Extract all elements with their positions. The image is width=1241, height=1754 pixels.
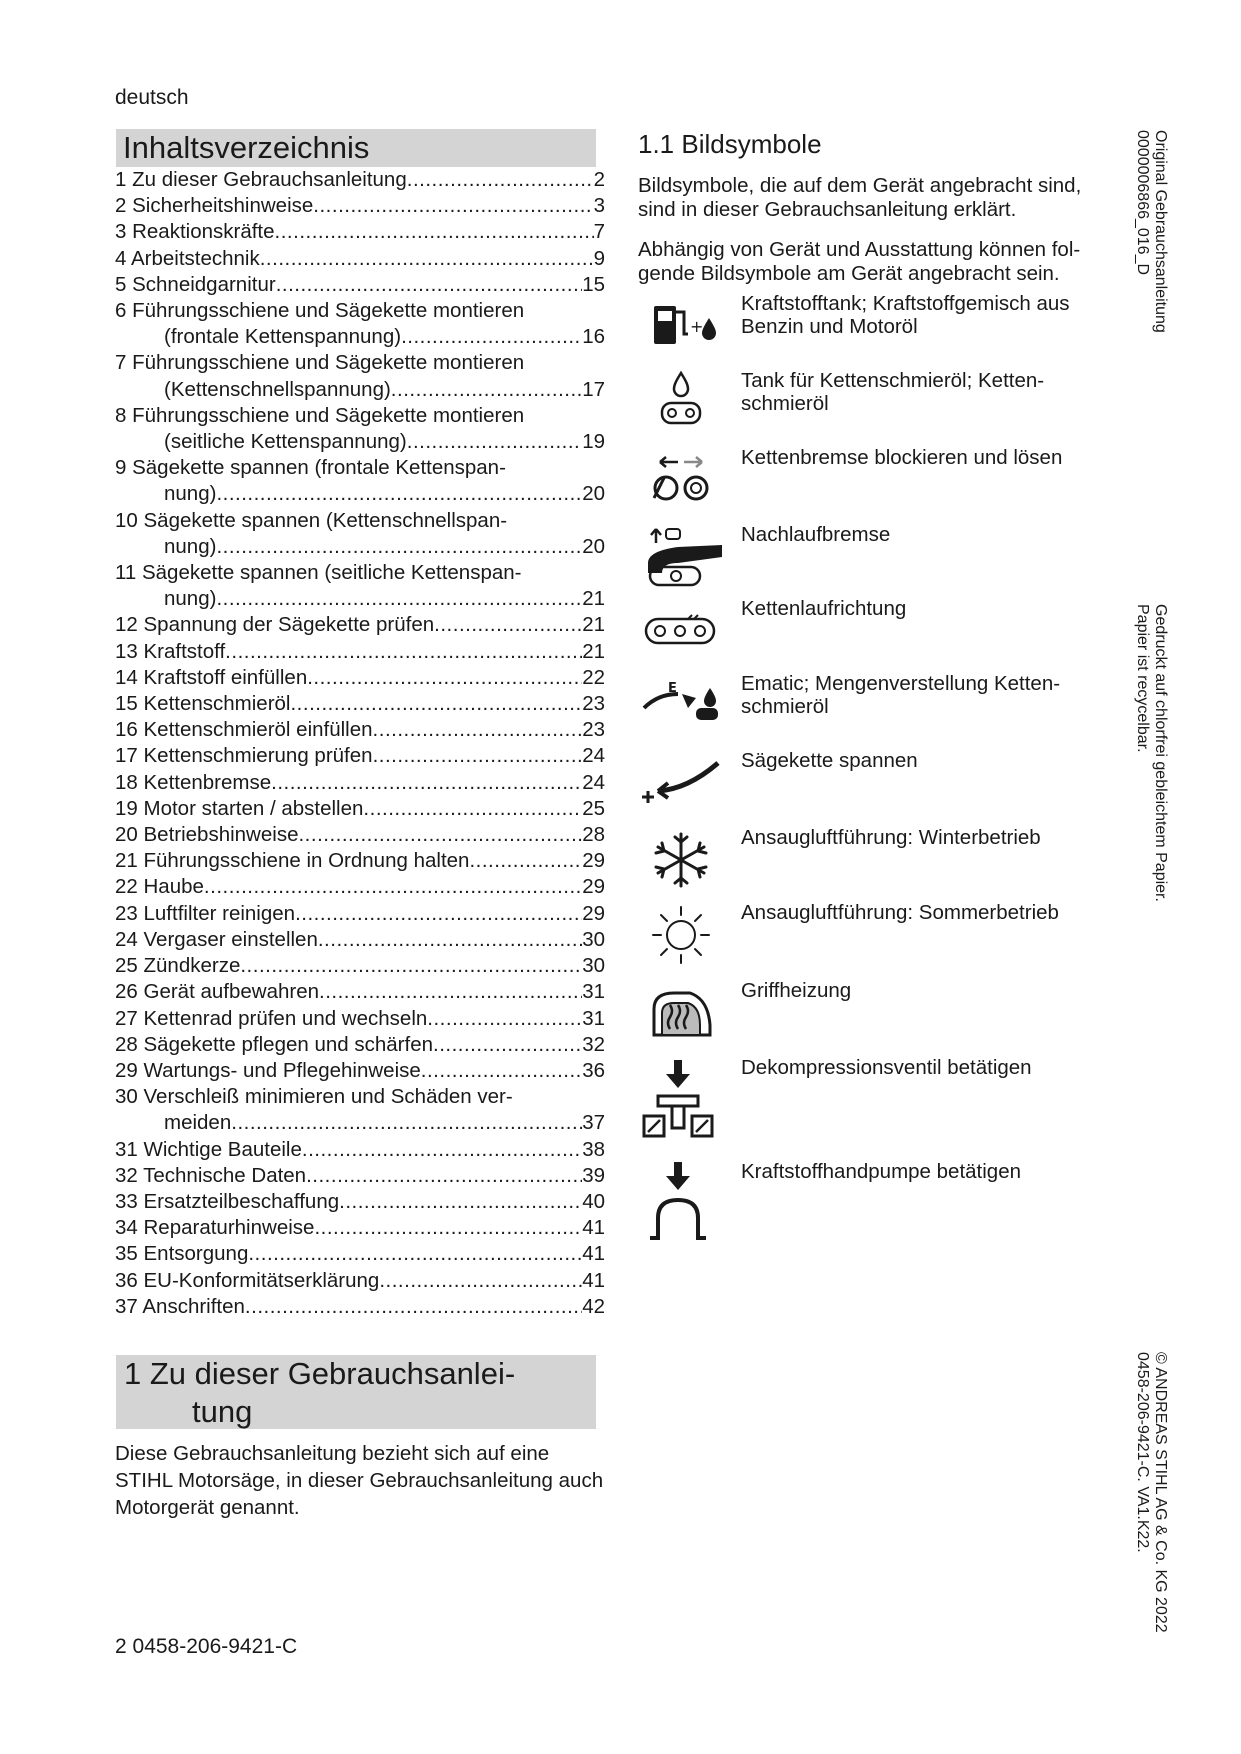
toc-entry[interactable] [115, 665, 605, 691]
section-1-title [116, 1355, 596, 1429]
toc-leader [401, 324, 582, 350]
toc-leader [339, 1189, 582, 1215]
ematic-icon [638, 672, 724, 742]
toc-leader [290, 691, 582, 717]
toc-entry-title: 6 Führungsschiene und Sägekette montieren [115, 299, 525, 323]
symbol-text: Dekompressionsventil betätigen [741, 1056, 1032, 1079]
toc-entry-page: 17 [582, 377, 605, 401]
toc-entry-page: 41 [582, 1242, 605, 1266]
toc-entry[interactable] [115, 1189, 605, 1215]
toc-title: Inhaltsverzeichnis [116, 129, 596, 167]
symbol-text: Griffheizung [741, 979, 852, 1002]
toc-entry-page: 20 [582, 482, 605, 506]
toc-entry[interactable] [115, 1215, 605, 1241]
toc-entry-title: 19 Motor starten / abstellen [115, 796, 364, 820]
toc-entry-page: 21 [582, 613, 605, 637]
toc-entry[interactable] [115, 612, 605, 638]
toc-entry-page: 16 [582, 325, 605, 349]
toc-leader [216, 534, 582, 560]
toc-entry-page: 37 [582, 1111, 605, 1135]
toc-entry-page: 32 [582, 1032, 605, 1056]
toc-entry[interactable] [115, 1268, 605, 1294]
toc-entry-title: 14 Kraftstoff einfüllen [115, 665, 308, 689]
toc-entry[interactable] [115, 455, 605, 507]
toc-entry[interactable] [115, 1137, 605, 1163]
toc-entry-title-cont: nung) [164, 534, 217, 558]
run-down-brake-icon [638, 523, 724, 593]
toc-entry-page: 38 [582, 1137, 605, 1161]
toc-entry-page: 21 [582, 587, 605, 611]
handle-heating-icon [638, 979, 724, 1049]
toc-entry-title: 5 Schneidgarnitur [115, 272, 276, 296]
snowflake-icon [638, 826, 724, 896]
toc-leader [427, 1006, 582, 1032]
toc-entry-page: 24 [582, 744, 605, 768]
section-1-1-note: Abhängig von Gerät und Ausstattung können fol-gende Bildsymbole am Gerät angebracht sein. [638, 238, 1081, 285]
toc-leader [231, 1110, 582, 1136]
toc-entry-title: 2 Sicherheitshinweise [115, 194, 314, 218]
toc-entry[interactable] [115, 953, 605, 979]
toc-entry-page: 29 [582, 849, 605, 873]
section-1-title-line1: 1 Zu dieser Gebrauchsanlei- [124, 1356, 516, 1391]
toc-entry-title: 22 Haube [115, 875, 204, 899]
toc-leader [313, 193, 593, 219]
margin-paper-line2: Papier ist recycelbar. [1134, 604, 1151, 753]
toc-leader [240, 953, 582, 979]
toc-entry-title-cont: (seitliche Kettenspannung) [164, 430, 407, 454]
toc-leader [216, 586, 582, 612]
toc-entry[interactable] [115, 901, 605, 927]
toc-entry-title: 24 Vergaser einstellen [115, 927, 318, 951]
toc-entry[interactable] [115, 1241, 605, 1267]
margin-copy-line1: © ANDREAS STIHL AG & Co. KG 2022 [1152, 1352, 1169, 1633]
toc-entry[interactable] [115, 874, 605, 900]
margin-doc-line1: Original Gebrauchsanleitung [1152, 130, 1169, 333]
symbol-text: Kraftstofftank; Kraftstoffgemisch aus Benzin und Motoröl [741, 292, 1070, 338]
toc-entry-page: 42 [582, 1294, 605, 1318]
toc-entry-title-cont: nung) [164, 587, 217, 611]
fuel-tank-icon [638, 292, 724, 362]
toc-entry[interactable] [115, 193, 605, 219]
toc-entry-title-cont: (frontale Kettenspannung) [164, 325, 402, 349]
toc-entry-page: 19 [582, 430, 605, 454]
toc-entry-title: 29 Wartungs- und Pflegehinweise [115, 1058, 421, 1082]
toc-entry-page: 39 [582, 1163, 605, 1187]
toc-entry-title: 30 Verschleiß minimieren und Schäden ver- [115, 1085, 513, 1109]
symbol-text: Nachlaufbremse [741, 523, 891, 546]
toc-leader [248, 1241, 582, 1267]
toc-entry-title: 1 Zu dieser Gebrauchsanleitung [115, 168, 407, 191]
toc-leader [434, 612, 582, 638]
symbol-text: Kettenlaufrichtung [741, 597, 907, 620]
toc-entry-title: 13 Kraftstoff [115, 639, 226, 663]
toc-entry-page: 25 [582, 796, 605, 820]
toc-entry-page: 30 [582, 954, 605, 978]
toc-entry-title: 34 Reparaturhinweise [115, 1216, 315, 1240]
symbol-text: Kraftstoffhandpumpe betätigen [741, 1160, 1021, 1183]
page-footer: 2 0458-206-9421-C [115, 1635, 298, 1658]
toc-entry-title: 25 Zündkerze [115, 954, 241, 978]
toc-leader [260, 246, 594, 272]
section-1-1-intro: Bildsymbole, die auf dem Gerät angebracht sind, sind in dieser Gebrauchsanleitung erklärt. [638, 174, 1082, 221]
sun-icon [638, 901, 724, 971]
margin-doc-line2: 0000006866_016_D [1134, 130, 1151, 276]
svg-text:E: E [668, 681, 677, 696]
toc-entry-title: 20 Betriebshinweise [115, 823, 299, 847]
toc-entry-title: 28 Sägekette pflegen und schärfen [115, 1032, 433, 1056]
toc-leader [216, 481, 582, 507]
section-1-body: Diese Gebrauchsanleitung bezieht sich auf eine STIHL Motorsäge, in dieser Gebrauchsanleitung auch Motorgerät genannt. [115, 1442, 604, 1519]
symbol-text: Ansaugluftführung: Sommerbetrieb [741, 901, 1059, 924]
toc-entry[interactable] [115, 508, 605, 560]
toc-entry-title: 15 Kettenschmieröl [115, 692, 291, 716]
toc-entry-title: 8 Führungsschiene und Sägekette montieren [115, 403, 525, 427]
toc-entry-title: 11 Sägekette spannen (seitliche Kettenspan- [115, 561, 522, 585]
table-of-contents [115, 167, 605, 1320]
toc-leader [318, 927, 582, 953]
toc-leader [379, 1268, 582, 1294]
chain-direction-icon [638, 597, 724, 667]
toc-entry-page: 24 [582, 770, 605, 794]
language-label: deutsch [115, 86, 189, 109]
toc-leader [302, 1137, 582, 1163]
toc-entry-page: 23 [582, 692, 605, 716]
toc-entry[interactable] [115, 927, 605, 953]
margin-copyright [1133, 1352, 1169, 1633]
toc-entry[interactable] [115, 822, 605, 848]
toc-leader [363, 796, 582, 822]
toc-entry-title: 26 Gerät aufbewahren [115, 980, 319, 1004]
toc-entry[interactable] [115, 1163, 605, 1189]
toc-leader [295, 901, 582, 927]
toc-entry-page: 23 [582, 718, 605, 742]
toc-entry-page: 3 [593, 194, 605, 218]
toc-entry[interactable] [115, 1006, 605, 1032]
toc-entry[interactable] [115, 272, 605, 298]
toc-entry[interactable] [115, 848, 605, 874]
symbol-text: Sägekette spannen [741, 749, 918, 772]
toc-entry-page: 9 [593, 246, 605, 270]
toc-entry-page: 29 [582, 901, 605, 925]
toc-entry[interactable] [115, 1084, 605, 1136]
toc-leader [245, 1294, 582, 1320]
toc-entry-title: 27 Kettenrad prüfen und wechseln [115, 1006, 428, 1030]
section-1-1-title: 1.1 Bildsymbole [638, 129, 822, 159]
toc-leader [373, 717, 583, 743]
toc-entry[interactable] [115, 167, 605, 193]
toc-entry[interactable] [115, 403, 605, 455]
toc-leader [275, 219, 594, 245]
toc-leader [298, 822, 582, 848]
toc-leader [276, 272, 583, 298]
fuel-pump-icon [638, 1160, 724, 1260]
toc-entry-title: 3 Reaktionskräfte [115, 220, 275, 244]
toc-entry-page: 20 [582, 534, 605, 558]
toc-entry[interactable] [115, 1032, 605, 1058]
toc-leader [391, 377, 582, 403]
toc-entry[interactable] [115, 691, 605, 717]
toc-entry-title: 16 Kettenschmieröl einfüllen [115, 718, 373, 742]
toc-entry[interactable] [115, 219, 605, 245]
symbol-text: Kettenbremse blockieren und lösen [741, 446, 1063, 469]
toc-entry-title: 17 Kettenschmierung prüfen [115, 744, 373, 768]
toc-entry-title: 7 Führungsschiene und Sägekette montieren [115, 351, 525, 375]
decompression-valve-icon [638, 1056, 724, 1156]
toc-entry-title: 35 Entsorgung [115, 1242, 249, 1266]
toc-entry-title: 33 Ersatzteilbeschaffung [115, 1189, 340, 1213]
toc-entry-page: 21 [582, 639, 605, 663]
toc-leader [421, 1058, 582, 1084]
margin-doc-info [1133, 130, 1169, 333]
toc-entry-title: 12 Spannung der Sägekette prüfen [115, 613, 435, 637]
toc-entry[interactable] [115, 770, 605, 796]
toc-entry[interactable] [115, 717, 605, 743]
toc-entry[interactable] [115, 979, 605, 1005]
toc-leader [306, 1163, 582, 1189]
toc-entry-title: 4 Arbeitstechnik [115, 246, 260, 270]
chain-tension-icon [638, 749, 724, 819]
toc-leader [407, 429, 582, 455]
toc-entry[interactable] [115, 1294, 605, 1320]
toc-leader [373, 743, 583, 769]
toc-entry-title: 32 Technische Daten [115, 1163, 307, 1187]
toc-leader [225, 639, 582, 665]
chain-brake-icon [638, 446, 724, 516]
symbol-text: Tank für Kettenschmieröl; Ketten-schmieröl [741, 369, 1045, 415]
toc-entry-title-cont: (Kettenschnellspannung) [164, 377, 391, 401]
toc-leader [319, 979, 582, 1005]
symbol-text: Ansaugluftführung: Winterbetrieb [741, 826, 1041, 849]
toc-entry[interactable] [115, 350, 605, 402]
toc-entry-page: 28 [582, 823, 605, 847]
toc-leader [433, 1032, 582, 1058]
toc-entry-title-cont: nung) [164, 482, 217, 506]
toc-entry-page: 30 [582, 927, 605, 951]
toc-leader [469, 848, 582, 874]
toc-entry-title: 23 Luftfilter reinigen [115, 901, 296, 925]
toc-entry-page: 40 [582, 1189, 605, 1213]
toc-entry[interactable] [115, 1058, 605, 1084]
toc-entry[interactable] [115, 639, 605, 665]
toc-entry-page: 36 [582, 1058, 605, 1082]
toc-entry-title: 18 Kettenbremse [115, 770, 272, 794]
toc-entry-title: 36 EU-Konformitätserklärung [115, 1268, 380, 1292]
toc-entry[interactable] [115, 298, 605, 350]
margin-copy-line2: 0458-206-9421-C. VA1.K22. [1134, 1352, 1151, 1553]
toc-entry-page: 15 [582, 272, 605, 296]
toc-entry-page: 31 [582, 980, 605, 1004]
symbol-text: Ematic; Mengenverstellung Ketten-schmieröl [741, 672, 1061, 718]
toc-entry-page: 7 [593, 220, 605, 244]
toc-entry-title: 10 Sägekette spannen (Kettenschnellspan- [115, 508, 508, 532]
toc-entry-page: 22 [582, 665, 605, 689]
toc-entry-title: 37 Anschriften [115, 1294, 245, 1318]
svg-text:+: + [690, 317, 704, 336]
toc-entry-title: 21 Führungsschiene in Ordnung halten [115, 849, 470, 873]
toc-entry[interactable] [115, 796, 605, 822]
toc-entry-page: 41 [582, 1268, 605, 1292]
toc-entry-page: 29 [582, 875, 605, 899]
toc-entry-title: 31 Wichtige Bauteile [115, 1137, 302, 1161]
section-1-title-line2: tung [192, 1394, 253, 1429]
toc-leader [314, 1215, 582, 1241]
toc-entry[interactable] [115, 246, 605, 272]
toc-leader [204, 874, 582, 900]
toc-leader [407, 167, 594, 193]
chain-oil-tank-icon [638, 369, 724, 439]
toc-entry[interactable] [115, 560, 605, 612]
margin-paper-line1: Gedruckt auf chlorfrei gebleichtem Papier. [1152, 604, 1169, 902]
toc-leader [271, 770, 582, 796]
toc-leader [307, 665, 582, 691]
margin-paper-info [1133, 604, 1169, 902]
toc-entry-page: 31 [582, 1006, 605, 1030]
toc-entry-page: 2 [593, 168, 605, 191]
toc-entry[interactable] [115, 743, 605, 769]
toc-entry-title: 9 Sägekette spannen (frontale Kettenspan- [115, 456, 506, 480]
toc-entry-page: 41 [582, 1216, 605, 1240]
toc-entry-title-cont: meiden [164, 1111, 232, 1135]
